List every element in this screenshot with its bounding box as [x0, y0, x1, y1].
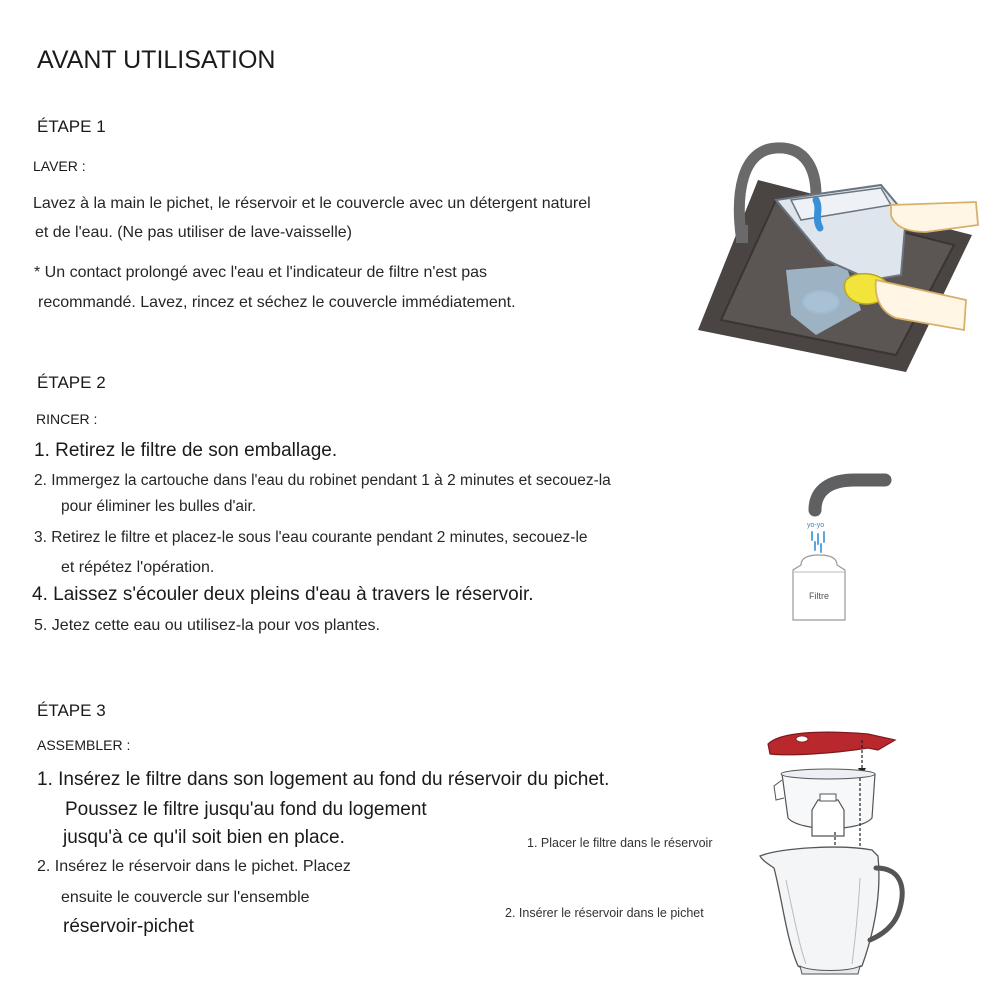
step2-line: pour éliminer les bulles d'air. [61, 498, 257, 515]
hand-icon [891, 202, 978, 232]
step2-line: 3. Retirez le filtre et placez-le sous l'eau courante pendant 2 minutes, secouez-le [34, 529, 588, 546]
step2-heading: ÉTAPE 2 [37, 373, 106, 392]
filter-under-tap-illustration [785, 470, 895, 630]
tap-icon [815, 480, 885, 510]
step1-label: LAVER : [33, 158, 86, 174]
step3-heading: ÉTAPE 3 [37, 701, 106, 720]
step1-line: Lavez à la main le pichet, le réservoir et le couvercle avec un détergent naturel [33, 195, 591, 212]
step2-line: 2. Immergez la cartouche dans l'eau du robinet pendant 1 à 2 minutes et secouez-la [34, 472, 611, 489]
washing-pitcher-in-sink-illustration [696, 140, 986, 370]
step2-label: RINCER : [36, 411, 98, 427]
step1-line: et de l'eau. (Ne pas utiliser de lave-vaisselle) [35, 224, 352, 241]
water-stream-icon [816, 200, 820, 228]
step3-label: ASSEMBLER : [37, 737, 131, 753]
step3-line: Poussez le filtre jusqu'au fond du logement [65, 799, 427, 820]
step3-line: jusqu'à ce qu'il soit bien en place. [63, 827, 345, 848]
step3-line: ensuite le couvercle sur l'ensemble [61, 889, 310, 906]
step2-line: 5. Jetez cette eau ou utilisez-la pour vos plantes. [34, 617, 380, 634]
step2-line: 4. Laissez s'écouler deux pleins d'eau à travers le réservoir. [32, 584, 534, 605]
lid-icon [768, 732, 895, 755]
step2-line: et répétez l'opération. [61, 559, 215, 576]
step3-caption: 1. Placer le filtre dans le réservoir [527, 836, 713, 850]
step1-note: * Un contact prolongé avec l'eau et l'indicateur de filtre n'est pas [34, 264, 487, 281]
pitcher-assembly-illustration [760, 728, 920, 978]
filter-label: Filtre [809, 591, 829, 601]
step2-line: 1. Retirez le filtre de son emballage. [34, 440, 338, 461]
step3-line: réservoir-pichet [63, 916, 194, 937]
step1-heading: ÉTAPE 1 [37, 117, 106, 136]
step1-note: recommandé. Lavez, rincez et séchez le couvercle immédiatement. [38, 294, 516, 311]
water-drops-icon [812, 532, 824, 552]
step3-line: 2. Insérez le réservoir dans le pichet. Placez [37, 858, 351, 875]
filter-cartridge-icon [812, 800, 844, 836]
step3-caption: 2. Insérer le réservoir dans le pichet [505, 906, 704, 920]
page-title: AVANT UTILISATION [37, 46, 276, 74]
filter-cartridge-icon [793, 555, 845, 620]
step3-line: 1. Insérez le filtre dans son logement au fond du réservoir du pichet. [37, 769, 610, 790]
pitcher-icon [760, 847, 879, 972]
tap-text: yo-yo [807, 522, 825, 529]
